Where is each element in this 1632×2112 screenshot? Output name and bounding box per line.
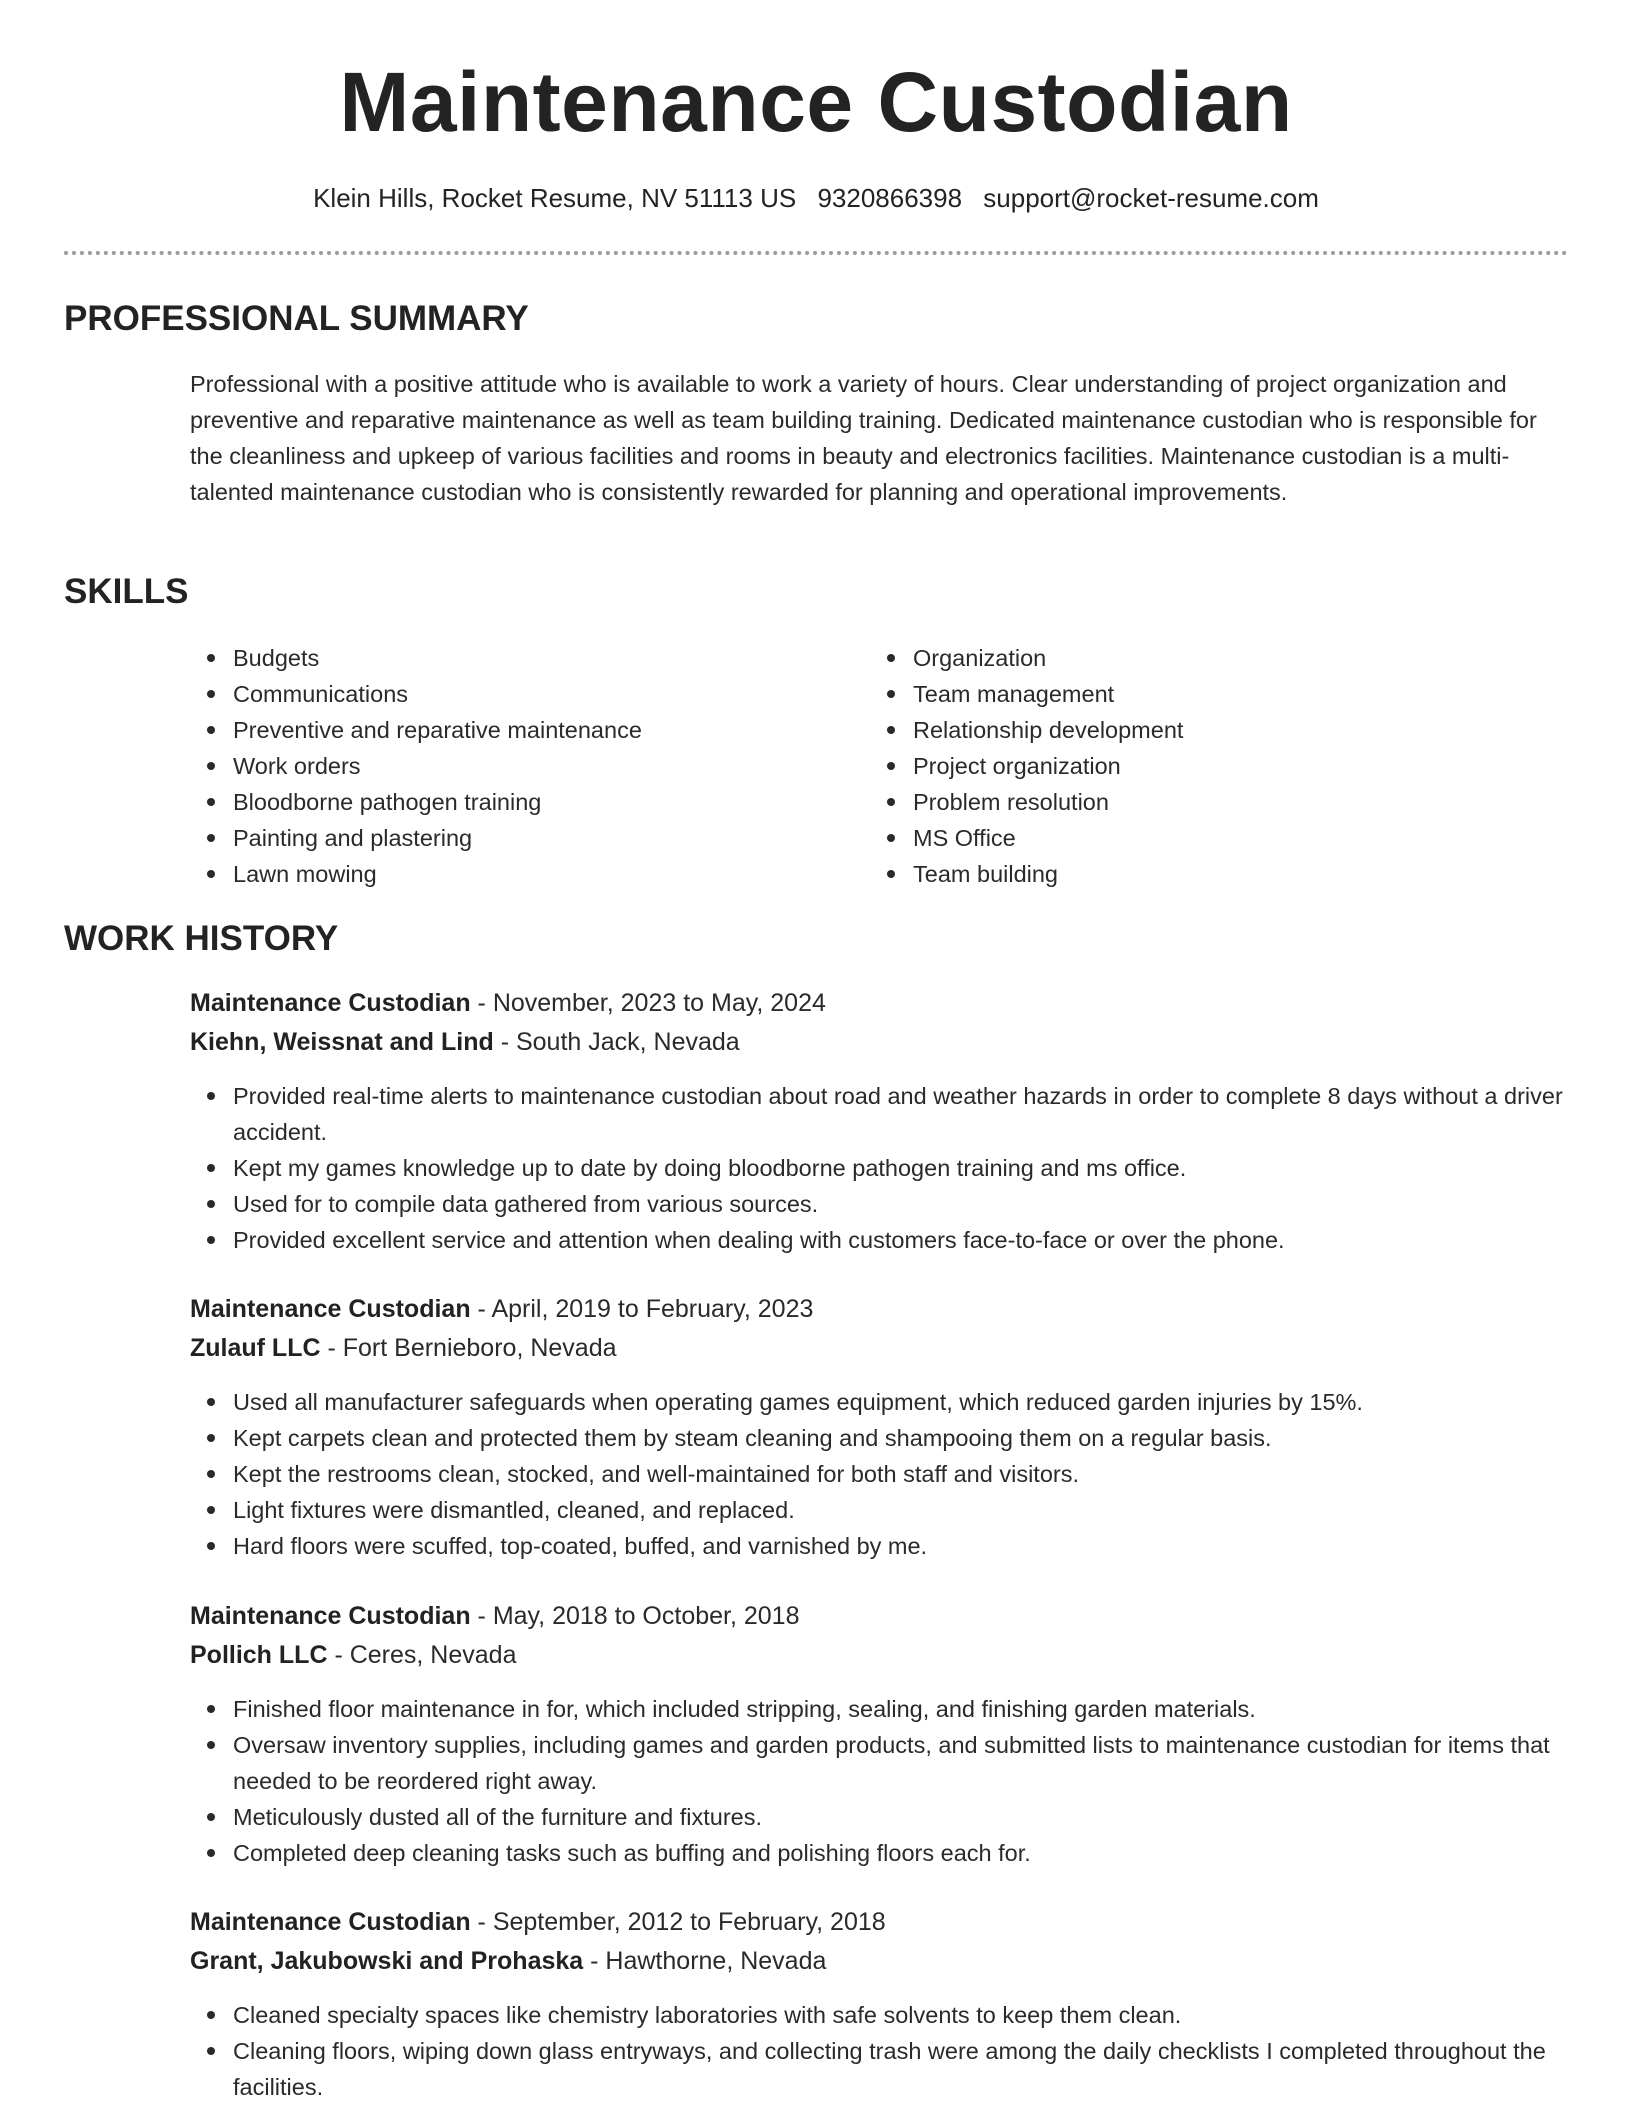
candidate-name: Maintenance Custodian bbox=[339, 55, 1293, 149]
separator: - bbox=[583, 1947, 606, 1975]
summary-heading: PROFESSIONAL SUMMARY bbox=[64, 299, 529, 338]
job-role: Maintenance Custodian bbox=[190, 1908, 471, 1936]
separator: - bbox=[470, 1908, 493, 1936]
job-duty: Oversaw inventory supplies, including games and garden products, and submitted lists to maintenance custodian for items that needed to be reordered right away. bbox=[190, 1727, 1570, 1799]
job-dates: November, 2023 to May, 2024 bbox=[492, 989, 826, 1017]
skill-item: Preventive and reparative maintenance bbox=[190, 712, 850, 748]
separator: - bbox=[470, 1295, 492, 1323]
skill-item: Relationship development bbox=[870, 712, 1530, 748]
job-duty: Completed deep cleaning tasks such as buffing and polishing floors each for. bbox=[190, 1835, 1570, 1871]
job-duty: Used all manufacturer safeguards when operating games equipment, which reduced garden injuries by 15%. bbox=[190, 1384, 1570, 1420]
skill-item: Project organization bbox=[870, 748, 1530, 784]
job-title-line bbox=[190, 1597, 1570, 1636]
skill-item: Problem resolution bbox=[870, 784, 1530, 820]
skill-item: Communications bbox=[190, 676, 850, 712]
job-company: Kiehn, Weissnat and Lind bbox=[190, 1028, 494, 1056]
job-entry bbox=[190, 1597, 1570, 1871]
job-company: Zulauf LLC bbox=[190, 1334, 321, 1362]
job-duties bbox=[190, 1997, 1570, 2105]
job-duty: Finished floor maintenance in for, which included stripping, sealing, and finishing garden materials. bbox=[190, 1691, 1570, 1727]
separator: - bbox=[327, 1641, 350, 1669]
skill-item: Team management bbox=[870, 676, 1530, 712]
work-history-heading: WORK HISTORY bbox=[64, 919, 339, 958]
skill-item: Lawn mowing bbox=[190, 856, 850, 892]
job-dates: May, 2018 to October, 2018 bbox=[492, 1602, 800, 1630]
job-title-line bbox=[190, 1903, 1570, 1942]
job-duty: Hard floors were scuffed, top-coated, buffed, and varnished by me. bbox=[190, 1528, 1570, 1564]
job-entry bbox=[190, 1290, 1570, 1564]
separator: - bbox=[470, 1602, 493, 1630]
skills-list-left bbox=[190, 640, 850, 892]
job-duty: Cleaned specialty spaces like chemistry laboratories with safe solvents to keep them clean. bbox=[190, 1997, 1570, 2033]
job-duty: Cleaning floors, wiping down glass entryways, and collecting trash were among the daily checklists I completed throughout the facilities. bbox=[190, 2033, 1570, 2105]
separator: - bbox=[470, 989, 493, 1017]
skill-item: Budgets bbox=[190, 640, 850, 676]
job-role: Maintenance Custodian bbox=[190, 1295, 471, 1323]
contact-address: Klein Hills, Rocket Resume, NV 51113 US bbox=[313, 183, 797, 213]
job-company: Pollich LLC bbox=[190, 1641, 328, 1669]
job-duty: Provided excellent service and attention when dealing with customers face-to-face or over the phone. bbox=[190, 1222, 1570, 1258]
job-duty: Kept carpets clean and protected them by steam cleaning and shampooing them on a regular basis. bbox=[190, 1420, 1570, 1456]
contact-phone: 9320866398 bbox=[817, 183, 963, 213]
separator: - bbox=[493, 1028, 516, 1056]
job-duty: Kept the restrooms clean, stocked, and well-maintained for both staff and visitors. bbox=[190, 1456, 1570, 1492]
summary-text: Professional with a positive attitude who is available to work a variety of hours. Clear understanding of project organization and preventive and reparative maintenance as well as team building training. Dedicated maintenance custodian who is responsible for the cleanliness and upkeep of various facilities and rooms in beauty and electronics facilities. Maintenance custodian is a multi-talented maintenance custodian who is consistently rewarded for planning and operational improvements. bbox=[190, 371, 1537, 505]
header-divider bbox=[64, 251, 1568, 255]
job-company-line bbox=[190, 1942, 1570, 1981]
skill-item: MS Office bbox=[870, 820, 1530, 856]
job-entry bbox=[190, 984, 1570, 1258]
job-location: Fort Bernieboro, Nevada bbox=[342, 1334, 617, 1362]
skill-item: Painting and plastering bbox=[190, 820, 850, 856]
job-location: Ceres, Nevada bbox=[349, 1641, 517, 1669]
job-entry bbox=[190, 1903, 1570, 2105]
job-duty: Meticulously dusted all of the furniture and fixtures. bbox=[190, 1799, 1570, 1835]
job-role: Maintenance Custodian bbox=[190, 989, 471, 1017]
skill-item: Organization bbox=[870, 640, 1530, 676]
skills-list-right bbox=[870, 640, 1530, 892]
job-title-line bbox=[190, 1290, 1570, 1329]
job-duties bbox=[190, 1384, 1570, 1564]
skills-heading: SKILLS bbox=[64, 572, 189, 611]
job-location: South Jack, Nevada bbox=[515, 1028, 740, 1056]
separator: - bbox=[320, 1334, 343, 1362]
job-location: Hawthorne, Nevada bbox=[605, 1947, 827, 1975]
job-company-line bbox=[190, 1636, 1570, 1675]
contact-email: support@rocket-resume.com bbox=[983, 183, 1319, 213]
job-duty: Kept my games knowledge up to date by doing bloodborne pathogen training and ms office. bbox=[190, 1150, 1570, 1186]
skill-item: Work orders bbox=[190, 748, 850, 784]
job-duty: Provided real-time alerts to maintenance custodian about road and weather hazards in order to complete 8 days without a driver accident. bbox=[190, 1078, 1570, 1150]
job-company-line bbox=[190, 1023, 1570, 1062]
job-duties bbox=[190, 1691, 1570, 1871]
job-duty: Light fixtures were dismantled, cleaned, and replaced. bbox=[190, 1492, 1570, 1528]
job-dates: April, 2019 to February, 2023 bbox=[491, 1295, 814, 1323]
skill-item: Bloodborne pathogen training bbox=[190, 784, 850, 820]
job-dates: September, 2012 to February, 2018 bbox=[492, 1908, 886, 1936]
job-role: Maintenance Custodian bbox=[190, 1602, 471, 1630]
contact-info bbox=[0, 180, 1632, 216]
job-duties bbox=[190, 1078, 1570, 1258]
job-duty: Used for to compile data gathered from various sources. bbox=[190, 1186, 1570, 1222]
job-company-line bbox=[190, 1329, 1570, 1368]
job-title-line bbox=[190, 984, 1570, 1023]
skill-item: Team building bbox=[870, 856, 1530, 892]
job-company: Grant, Jakubowski and Prohaska bbox=[190, 1947, 584, 1975]
